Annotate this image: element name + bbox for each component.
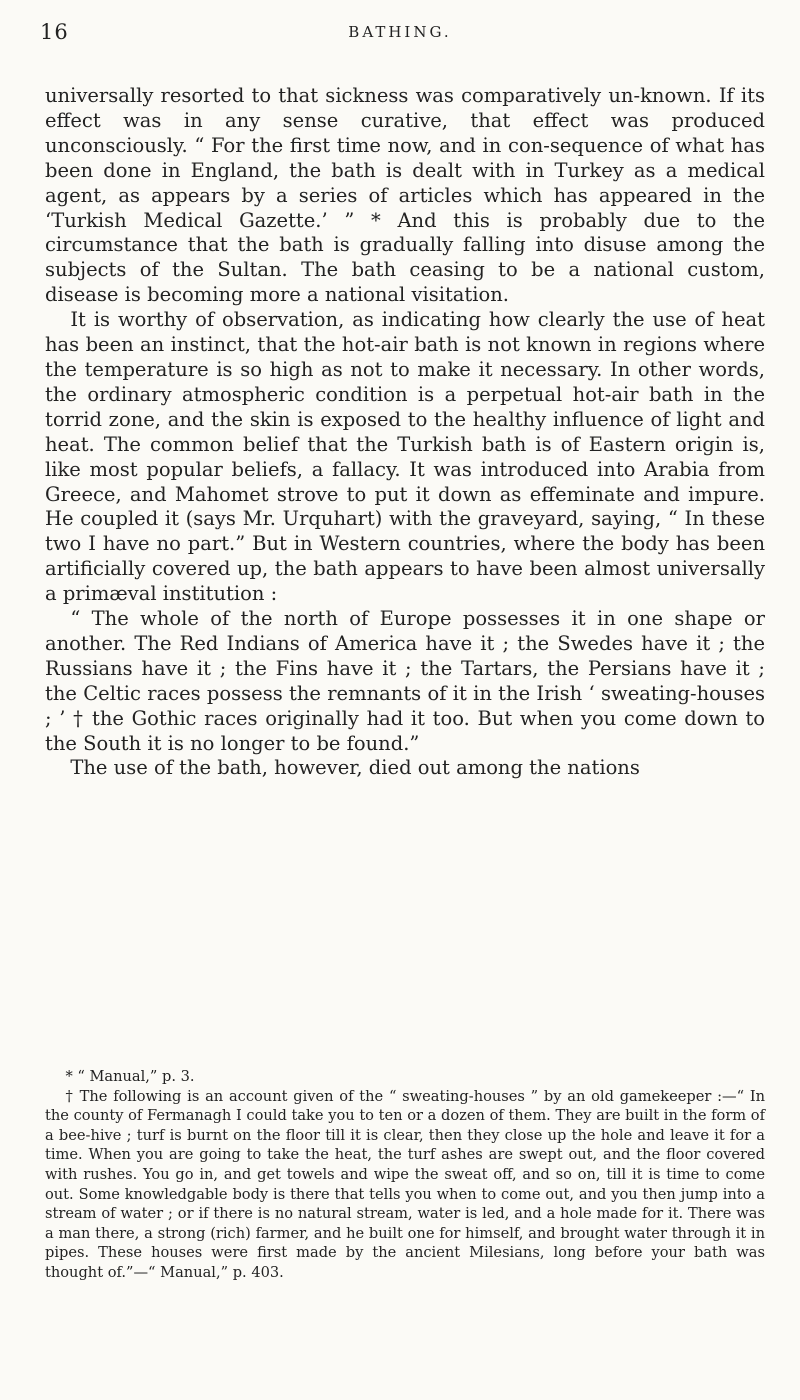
paragraph: It is worthy of observation, as indicating how clearly the use of heat has been an instinct, that the hot-air bath is not known in regions where the temperature is so high as not to make it necessary. In other words, the ordinary atmospheric condition is a perpetual hot-air bath in the torrid zone, and the skin is exposed to the healthy influence of light and heat. The common belief that the Turkish bath is of Eastern origin is, like most popular beliefs, a fallacy. It was introduced into Arabia from Greece, and Mahomet strove to put it down as effeminate and impure. He coupled it (says Mr. Urquhart) with the graveyard, saying, “ In these two I have no part.” But in Western countries, where the body has been artificially covered up, the bath appears to have been almost universally a primæval institution :: [45, 308, 765, 606]
quotation-paragraph: “ The whole of the north of Europe possesses it in one shape or another. The Red Indians of America have it ; the Swedes have it ; the Russians have it ; the Fins have it ; the Tartars, the Persians have it ; the Celtic races possess the remnants of it in the Irish ‘ sweating-houses ; ’ † the Gothic races originally had it too. But when you come down to the South it is no longer to be found.”: [45, 607, 765, 755]
footnotes: [45, 1067, 765, 1283]
paragraph: The use of the bath, however, died out among the nations: [70, 756, 640, 780]
page-header: [40, 20, 760, 50]
footnote: † The following is an account given of the “ sweating-houses ” by an old gamekeeper :—“ In the county of Fermanagh I could take you to ten or a dozen of them. They are built in the form of a bee-hive ; turf is burnt on the floor till it is clear, then they close up the hole and leave it for a time. When you are going to take the heat, the turf ashes are swept out, and the floor covered with rushes. You go in, and get towels and wipe the sweat off, and so on, till it is time to come out. Some knowledgable body is there that tells you when to come out, and you then jump into a stream of water ; or if there is no natural stream, water is led, and a hole made for it. There was a man there, a strong (rich) farmer, and he built one for himself, and brought water through it in pipes. These houses were first made by the ancient Milesians, long before your bath was thought of.”—“ Manual,” p. 403.: [45, 1087, 765, 1281]
paragraph: universally resorted to that sickness was comparatively un-known. If its effect was in any sense curative, that effect was produced unconsciously. “ For the first time now, and in con-sequence of what has been done in England, the bath is dealt with in Turkey as a medical agent, as appears by a series of articles which has appeared in the ‘Turkish Medical Gazette.’ ” * And this is probably due to the circumstance that the bath is gradually falling into disuse among the subjects of the Sultan. The bath ceasing to be a national custom, disease is becoming more a national visitation.: [45, 84, 765, 307]
body-text: [45, 84, 765, 781]
footnote: * “ Manual,” p. 3.: [65, 1068, 195, 1085]
running-head: BATHING.: [348, 23, 452, 41]
page-number: 16: [40, 20, 69, 44]
